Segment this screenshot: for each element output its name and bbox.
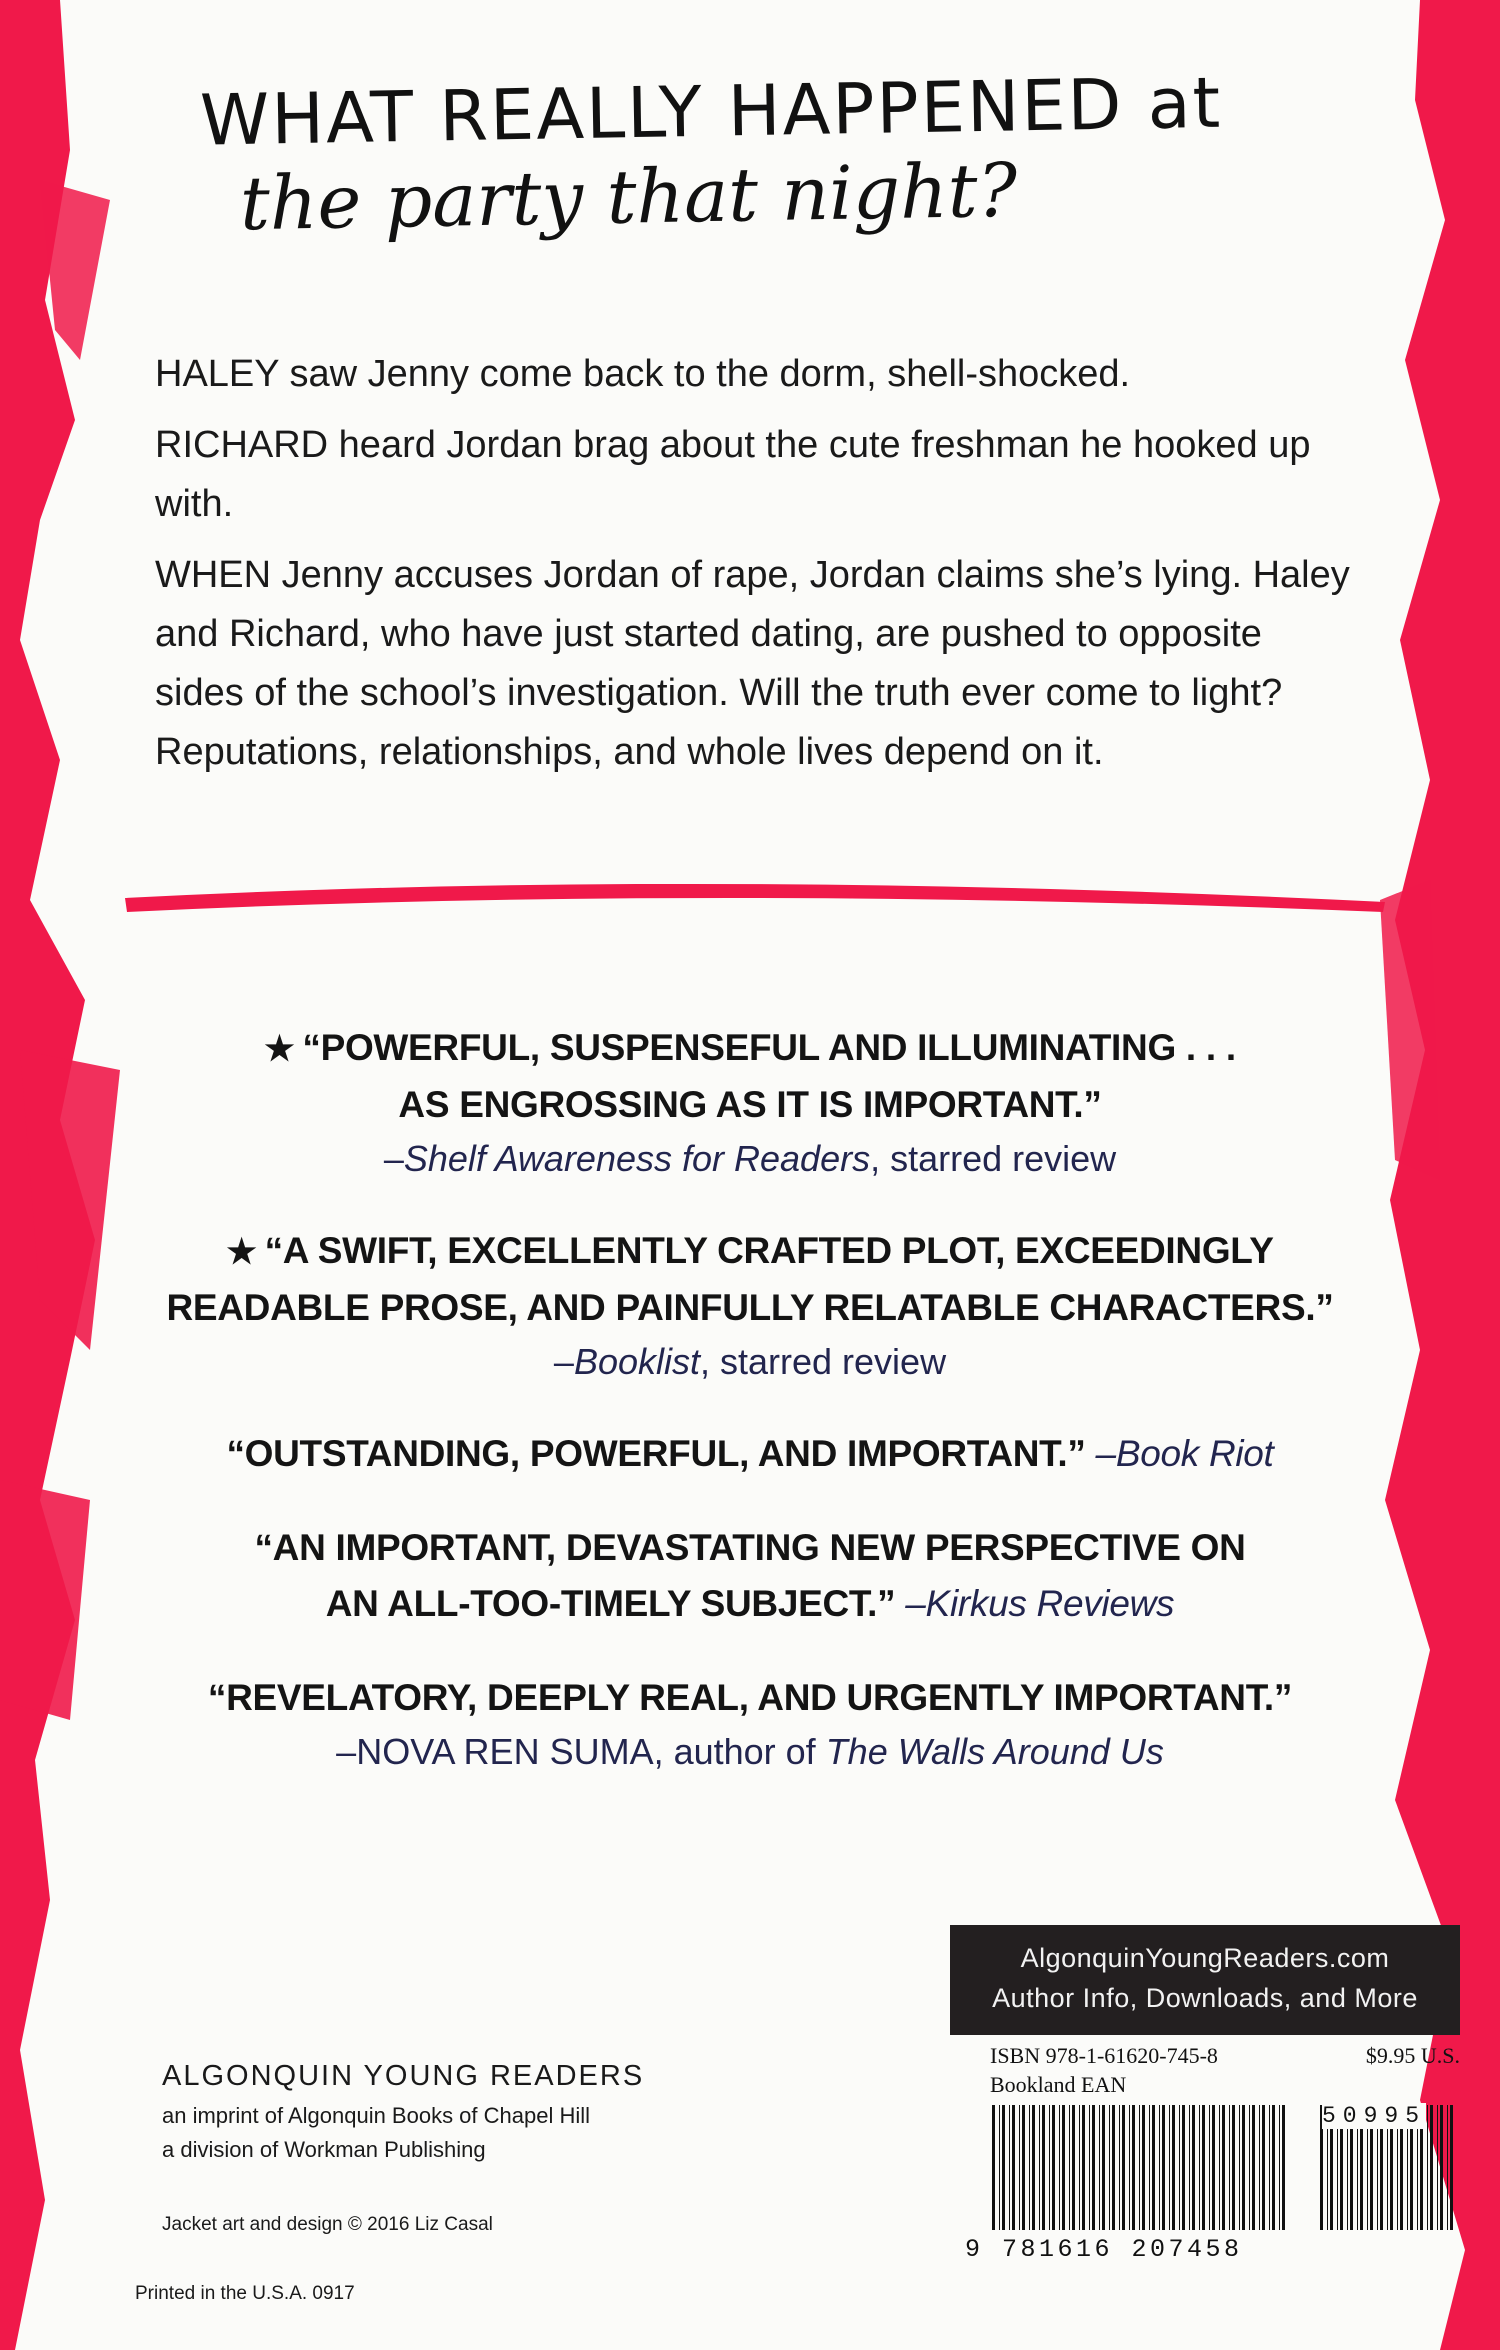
barcode-bar: [1042, 2105, 1045, 2230]
price-text: $9.95 U.S.: [1365, 2043, 1460, 2068]
barcode-bar: [1450, 2105, 1453, 2230]
barcode-digits: 9 781616 207458: [965, 2235, 1243, 2264]
barcode-bar: [1062, 2105, 1065, 2230]
quote-text: “OUTSTANDING, POWERFUL, AND IMPORTANT.”: [226, 1433, 1086, 1474]
barcode-bar: [1192, 2105, 1195, 2230]
review-quotes: [120, 1020, 1380, 1816]
barcode-bar: [1259, 2105, 1260, 2230]
barcode-bar: [1072, 2105, 1075, 2230]
review-quote: [120, 1020, 1380, 1185]
star-icon: ★: [226, 1233, 257, 1271]
barcode-bar: [1249, 2105, 1250, 2230]
headline-line-1: WHAT REALLY HAPPENED at: [199, 61, 1223, 162]
barcode-bar: [1149, 2105, 1150, 2230]
ean-barcode: [990, 2105, 1290, 2235]
publisher-name: ALGONQUIN YOUNG READERS: [162, 2060, 645, 2092]
barcode-bar: [1002, 2105, 1005, 2230]
addon-digits: 50995: [1322, 2103, 1427, 2129]
quote-attribution: –Book Riot: [1095, 1433, 1274, 1474]
handwritten-headline: [199, 61, 1300, 248]
star-icon: ★: [264, 1030, 295, 1068]
barcode-bar: [1262, 2105, 1265, 2230]
barcode-bar: [1012, 2105, 1015, 2230]
quote-attribution: –Kirkus Reviews: [905, 1583, 1175, 1624]
barcode-bar: [1252, 2105, 1255, 2230]
barcode-bar: [1239, 2105, 1240, 2230]
barcode-bar: [1169, 2105, 1170, 2230]
barcode-bar: [1222, 2105, 1225, 2230]
barcode-bar: [1082, 2105, 1085, 2230]
review-quote: [120, 1520, 1380, 1632]
synopsis-paragraph: HALEY saw Jenny come back to the dorm, shell-shocked.: [155, 353, 1131, 395]
barcode-bar: [1279, 2105, 1280, 2230]
barcode-bar: [1109, 2105, 1110, 2230]
barcode-bar: [1219, 2105, 1220, 2230]
isbn-text: ISBN 978-1-61620-745-8: [990, 2043, 1218, 2068]
review-quote: [120, 1223, 1380, 1388]
barcode-bar: [1032, 2105, 1035, 2230]
barcode-bar: [1189, 2105, 1190, 2230]
quote-text: “POWERFUL, SUSPENSEFUL AND ILLUMINATING . . .: [302, 1027, 1236, 1068]
barcode-bar: [1182, 2105, 1185, 2230]
barcode-bar: [1022, 2105, 1025, 2230]
barcode-bar: [1129, 2105, 1130, 2230]
division-line: a division of Workman Publishing: [162, 2137, 486, 2162]
review-quote: [120, 1670, 1380, 1778]
barcode-bar: [1430, 2105, 1433, 2230]
synopsis-paragraph: RICHARD heard Jordan brag about the cute freshman he hooked up with.: [155, 424, 1311, 525]
barcode-bar: [1049, 2105, 1050, 2230]
barcode-bar: [1440, 2105, 1443, 2230]
barcode-bar: [999, 2105, 1000, 2230]
barcode-bar: [1079, 2105, 1080, 2230]
barcode-bar: [1202, 2105, 1205, 2230]
quote-attribution: –Booklist, starred review: [553, 1341, 947, 1382]
quote-attribution: –Shelf Awareness for Readers, starred review: [383, 1138, 1117, 1179]
barcode-bar: [1242, 2105, 1245, 2230]
barcode-bar: [1212, 2105, 1215, 2230]
barcode-bar: [1099, 2105, 1100, 2230]
barcode-bar: [1089, 2105, 1090, 2230]
review-quote: [120, 1426, 1380, 1482]
quote-text: “AN IMPORTANT, DEVASTATING NEW PERSPECTIVE ON: [254, 1527, 1246, 1568]
headline-line-2: the party that night?: [239, 147, 1018, 248]
barcode-bar: [1172, 2105, 1175, 2230]
barcode-bar: [1029, 2105, 1030, 2230]
website-url: AlgonquinYoungReaders.com: [1020, 1943, 1390, 1973]
barcode-bar: [1162, 2105, 1165, 2230]
quote-text: AN ALL-TOO-TIMELY SUBJECT.”: [325, 1583, 896, 1624]
barcode-bar: [1427, 2105, 1428, 2230]
barcode-bar: [1447, 2105, 1448, 2230]
barcode-bar: [1139, 2105, 1140, 2230]
quote-attribution: –NOVA REN SUMA, author of The Walls Around Us: [336, 1731, 1164, 1772]
barcode-bar: [1142, 2105, 1145, 2230]
barcode-bar: [1179, 2105, 1180, 2230]
quote-text: “REVELATORY, DEEPLY REAL, AND URGENTLY IMPORTANT.”: [207, 1677, 1293, 1718]
horizontal-marker-divider: [125, 884, 1385, 912]
synopsis: [155, 345, 1355, 794]
barcode-bar: [1269, 2105, 1270, 2230]
barcode-bar: [1102, 2105, 1105, 2230]
barcode-bar: [1019, 2105, 1020, 2230]
barcode-bar: [1229, 2105, 1230, 2230]
barcode-bar: [1159, 2105, 1160, 2230]
barcode-bar: [1272, 2105, 1275, 2230]
left-marker-stroke: [0, 1480, 90, 1720]
barcode-bar: [1199, 2105, 1200, 2230]
promo-tagline: Author Info, Downloads, and More: [992, 1983, 1418, 2013]
barcode-bar: [1039, 2105, 1040, 2230]
barcode-bar: [1092, 2105, 1095, 2230]
ean-label: Bookland EAN: [990, 2072, 1127, 2097]
quote-text: READABLE PROSE, AND PAINFULLY RELATABLE CHARACTERS.”: [166, 1287, 1334, 1328]
barcode-bar: [1209, 2105, 1210, 2230]
barcode-bar: [1052, 2105, 1055, 2230]
barcode-bar: [1112, 2105, 1115, 2230]
right-marker-stroke: [1380, 880, 1440, 1180]
isbn-row: [990, 2043, 1460, 2069]
barcode-bar: [1152, 2105, 1155, 2230]
barcode-bar: [1132, 2105, 1135, 2230]
barcode-bar: [1437, 2105, 1438, 2230]
jacket-credits: Jacket art and design © 2016 Liz Casal: [162, 2214, 493, 2235]
publisher-info: [162, 2060, 682, 2167]
barcode-bar: [992, 2105, 995, 2230]
website-promo-box: [950, 1925, 1460, 2035]
imprint-line: an imprint of Algonquin Books of Chapel Hill: [162, 2103, 591, 2128]
quote-text: AS ENGROSSING AS IT IS IMPORTANT.”: [398, 1084, 1102, 1125]
printed-in-note: Printed in the U.S.A. 0917: [135, 2283, 355, 2304]
barcode-bar: [1232, 2105, 1235, 2230]
quote-text: “A SWIFT, EXCELLENTLY CRAFTED PLOT, EXCEEDINGLY: [264, 1230, 1274, 1271]
barcode-bar: [1282, 2105, 1285, 2230]
barcode-bar: [1069, 2105, 1070, 2230]
barcode-bar: [1009, 2105, 1010, 2230]
synopsis-paragraph: WHEN Jenny accuses Jordan of rape, Jordan claims she’s lying. Haley and Richard, who have just started dating, are pushed to opposite sides of the school’s investigation. Will the truth ever come to light? Reputations, relationships, and whole lives depend on it.: [155, 554, 1350, 773]
barcode-bar: [1119, 2105, 1120, 2230]
barcode-bar: [1059, 2105, 1060, 2230]
barcode-bar: [1122, 2105, 1125, 2230]
